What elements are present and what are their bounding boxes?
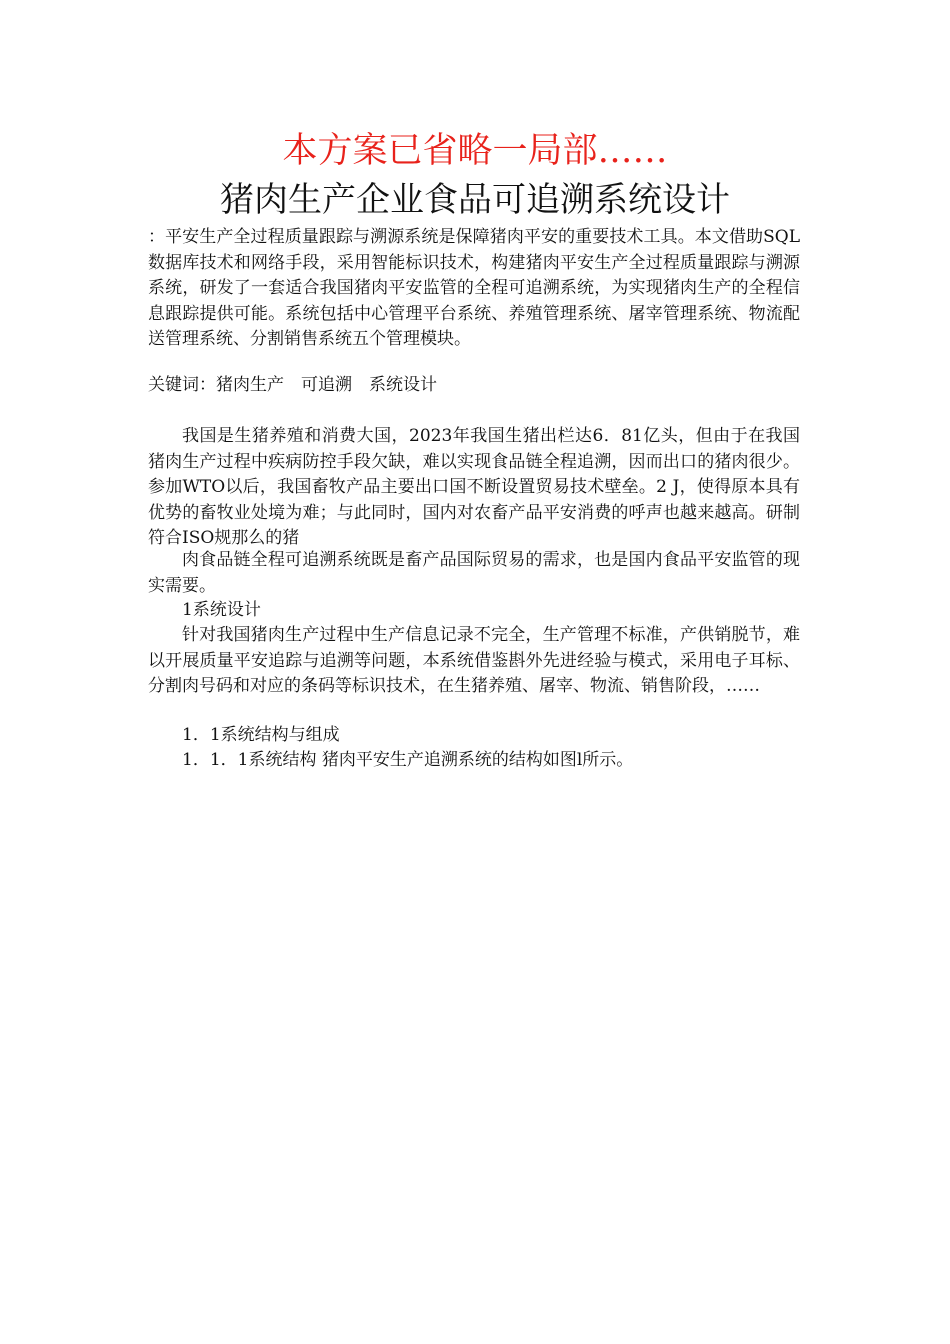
section-heading-1: 1系统设计 [182, 600, 261, 620]
section-heading-1-1: 1．1系统结构与组成 [182, 725, 340, 745]
intro-paragraph: 我国是生猪养殖和消费大国，2023年我国生猪出栏达6．81亿头，但由于在我国猪肉生产过程中疾病防控手段欠缺，难以实现食品链全程追溯，因而出口的猪肉很少。参加WTO以后，我国畜牧产品主要出口国不断设置贸易技术壁垒。2 J，使得原本具有优势的畜牧业处境为难；与此同时，国内对农畜产品平安消费的呼声也越来越高。研制符合ISO规那么的猪 [148, 426, 800, 548]
section-heading-1-1-1: 1．1．1系统结构 猪肉平安生产追溯系统的结构如图l所示。 [182, 750, 634, 770]
document-title: 猪肉生产企业食品可追溯系统设计 [220, 180, 730, 220]
keywords-line: 关键词：猪肉生产 可追溯 系统设计 [148, 375, 437, 395]
intro-paragraph-continued: 肉食品链全程可追溯系统既是畜产品国际贸易的需求，也是国内食品平安监管的现实需要。 [148, 550, 800, 596]
abstract-paragraph: ：平安生产全过程质量跟踪与溯源系统是保障猪肉平安的重要技术工具。本文借助SQL数据库技术和网络手段，采用智能标识技术，构建猪肉平安生产全过程质量跟踪与溯源系统，研发了一套适合我国猪肉平安监管的全程可追溯系统，为实现猪肉生产的全程信息跟踪提供可能。系统包括中心管理平台系统、养殖管理系统、屠宰管理系统、物流配送管理系统、分割销售系统五个管理模块。 [148, 227, 800, 349]
omission-notice: 本方案已省略一局部…… [282, 131, 668, 171]
section-paragraph: 针对我国猪肉生产过程中生产信息记录不完全，生产管理不标准，产供销脱节，难以开展质量平安追踪与追溯等问题，本系统借鉴斟外先进经验与模式，采用电子耳标、分割肉号码和对应的条码等标识技术，在生猪养殖、屠宰、物流、销售阶段，…… [148, 625, 800, 696]
